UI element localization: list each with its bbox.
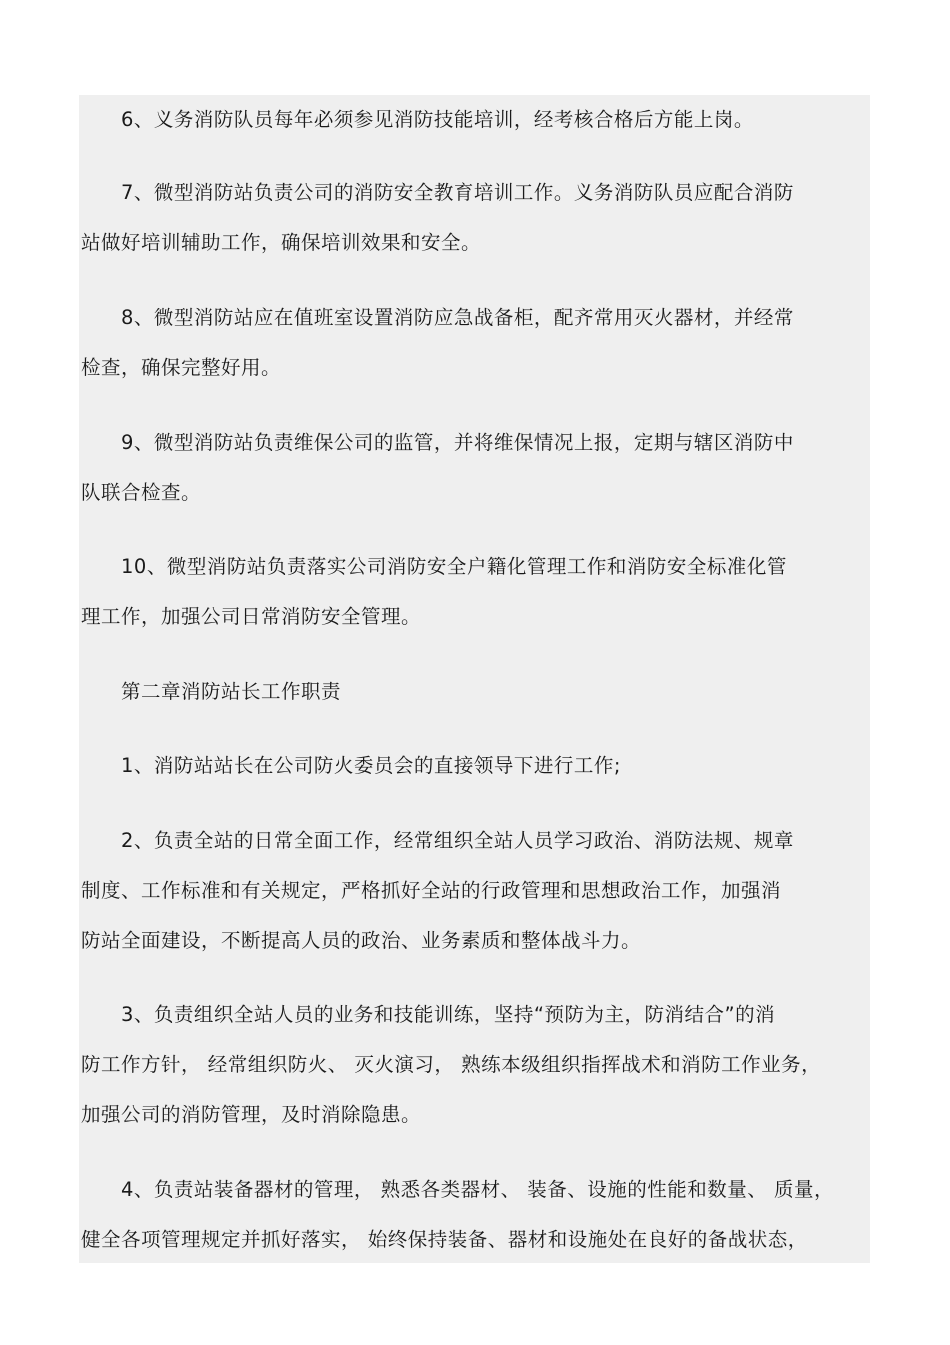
text-line: 3、负责组织全站人员的业务和技能训练，坚持“预防为主，防消结合”的消 [121,1003,776,1026]
paragraph-item-7 [79,168,870,268]
text-line: 7、微型消防站负责公司的消防安全教育培训工作。义务消防队员应配合消防 [121,181,794,204]
paragraph-duty-1 [79,741,870,791]
text-line: 10、微型消防站负责落实公司消防安全户籍化管理工作和消防安全标准化管 [121,555,787,578]
text-line: 站做好培训辅助工作，确保培训效果和安全。 [81,231,482,254]
text-line: 加强公司的消防管理，及时消除隐患。 [81,1103,422,1126]
paragraph-item-6 [79,95,870,145]
text-line: 理工作，加强公司日常消防安全管理。 [81,605,422,628]
text-line: 6、义务消防队员每年必须参见消防技能培训，经考核合格后方能上岗。 [121,108,754,131]
paragraph-item-9 [79,418,870,518]
text-line: 9、微型消防站负责维保公司的监管，并将维保情况上报，定期与辖区消防中 [121,431,794,454]
paragraph-duty-4 [79,1165,870,1263]
text-line: 制度、工作标准和有关规定，严格抓好全站的行政管理和思想政治工作，加强消 [81,879,782,902]
document-page [79,95,870,1263]
text-line: 检查，确保完整好用。 [81,356,282,379]
text-line: 4、负责站装备器材的管理， 熟悉各类器材、 装备、设施的性能和数量、 质量， [121,1178,835,1201]
text-line: 8、微型消防站应在值班室设置消防应急战备柜，配齐常用灭火器材，并经常 [121,306,794,329]
paragraph-item-10 [79,542,870,642]
text-line: 防站全面建设，不断提高人员的政治、业务素质和整体战斗力。 [81,929,642,952]
paragraph-duty-2 [79,816,870,966]
text-line: 队联合检查。 [81,481,202,504]
text-line: 健全各项管理规定并抓好落实， 始终保持装备、器材和设施处在良好的备战状态， [81,1228,808,1251]
text-line: 1、消防站站长在公司防火委员会的直接领导下进行工作; [121,754,621,777]
chapter-heading: 第二章消防站长工作职责 [121,680,342,703]
text-line: 2、负责全站的日常全面工作，经常组织全站人员学习政治、消防法规、规章 [121,829,794,852]
paragraph-item-8 [79,293,870,393]
text-line: 防工作方针， 经常组织防火、 灭火演习， 熟练本级组织指挥战术和消防工作业务， [81,1053,822,1076]
paragraph-duty-3 [79,990,870,1140]
